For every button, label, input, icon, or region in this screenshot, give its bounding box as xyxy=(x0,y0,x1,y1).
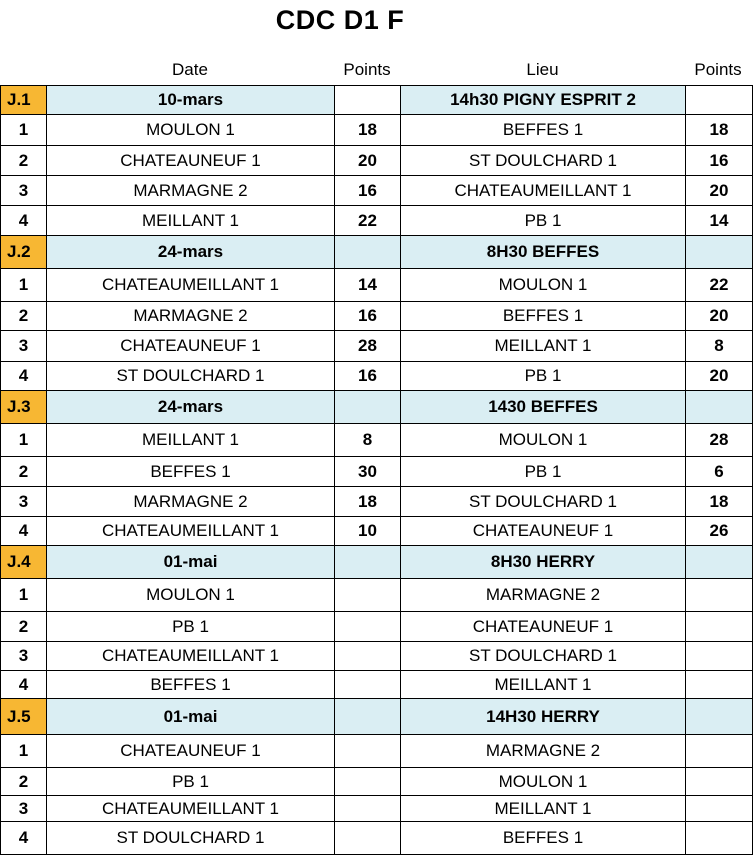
away-points xyxy=(686,671,753,699)
match-row xyxy=(1,206,753,236)
away-points: 26 xyxy=(686,517,753,546)
home-team: MARMAGNE 2 xyxy=(47,302,335,331)
home-points: 16 xyxy=(335,362,401,391)
match-row xyxy=(1,115,753,146)
away-points: 18 xyxy=(686,487,753,517)
home-points xyxy=(335,671,401,699)
match-row xyxy=(1,457,753,487)
match-row xyxy=(1,331,753,362)
round-points-blank xyxy=(335,86,401,115)
away-points: 22 xyxy=(686,269,753,302)
home-points: 16 xyxy=(335,302,401,331)
match-number: 2 xyxy=(1,612,47,642)
home-points xyxy=(335,768,401,796)
home-points: 28 xyxy=(335,331,401,362)
away-team: MOULON 1 xyxy=(401,768,686,796)
home-team: CHATEAUMEILLANT 1 xyxy=(47,269,335,302)
home-team: PB 1 xyxy=(47,768,335,796)
match-row xyxy=(1,517,753,546)
round-header-row xyxy=(1,236,753,269)
match-number: 4 xyxy=(1,517,47,546)
match-row xyxy=(1,176,753,206)
away-team: PB 1 xyxy=(401,457,686,487)
home-points xyxy=(335,822,401,855)
match-row xyxy=(1,579,753,612)
away-team: ST DOULCHARD 1 xyxy=(401,146,686,176)
match-number: 2 xyxy=(1,302,47,331)
match-row xyxy=(1,487,753,517)
match-number: 2 xyxy=(1,768,47,796)
match-row xyxy=(1,796,753,822)
header-date: Date xyxy=(172,60,208,79)
away-team: MOULON 1 xyxy=(401,424,686,457)
home-team: MEILLANT 1 xyxy=(47,206,335,236)
match-number: 4 xyxy=(1,671,47,699)
away-team: MEILLANT 1 xyxy=(401,796,686,822)
home-points xyxy=(335,579,401,612)
away-points xyxy=(686,612,753,642)
away-team: MOULON 1 xyxy=(401,269,686,302)
match-number: 3 xyxy=(1,176,47,206)
away-points xyxy=(686,579,753,612)
round-date: 01-mai xyxy=(47,546,335,579)
round-points-blank xyxy=(335,699,401,735)
round-points-blank xyxy=(686,546,753,579)
header-points-right: Points xyxy=(694,60,742,79)
match-number: 4 xyxy=(1,362,47,391)
away-points xyxy=(686,796,753,822)
home-team: CHATEAUNEUF 1 xyxy=(47,735,335,768)
home-team: MOULON 1 xyxy=(47,579,335,612)
away-team: PB 1 xyxy=(401,206,686,236)
match-row xyxy=(1,612,753,642)
match-number: 3 xyxy=(1,642,47,671)
home-team: CHATEAUNEUF 1 xyxy=(47,146,335,176)
away-points xyxy=(686,768,753,796)
match-row xyxy=(1,671,753,699)
home-team: BEFFES 1 xyxy=(47,671,335,699)
match-number: 1 xyxy=(1,269,47,302)
round-label: J.4 xyxy=(1,546,47,579)
match-row xyxy=(1,146,753,176)
round-venue: 14h30 PIGNY ESPRIT 2 xyxy=(401,86,686,115)
match-number: 1 xyxy=(1,424,47,457)
home-points xyxy=(335,735,401,768)
round-label: J.2 xyxy=(1,236,47,269)
home-team: MEILLANT 1 xyxy=(47,424,335,457)
home-points: 18 xyxy=(335,487,401,517)
home-points xyxy=(335,642,401,671)
home-team: CHATEAUMEILLANT 1 xyxy=(47,517,335,546)
home-points: 16 xyxy=(335,176,401,206)
match-row xyxy=(1,362,753,391)
home-points xyxy=(335,612,401,642)
home-points: 30 xyxy=(335,457,401,487)
round-header-row xyxy=(1,699,753,735)
round-points-blank xyxy=(686,391,753,424)
away-team: CHATEAUNEUF 1 xyxy=(401,612,686,642)
home-team: BEFFES 1 xyxy=(47,457,335,487)
match-number: 3 xyxy=(1,796,47,822)
match-number: 1 xyxy=(1,579,47,612)
home-points: 18 xyxy=(335,115,401,146)
away-points: 6 xyxy=(686,457,753,487)
round-points-blank xyxy=(686,699,753,735)
home-team: CHATEAUMEILLANT 1 xyxy=(47,796,335,822)
away-team: CHATEAUNEUF 1 xyxy=(401,517,686,546)
match-number: 4 xyxy=(1,206,47,236)
round-label: J.5 xyxy=(1,699,47,735)
home-team: PB 1 xyxy=(47,612,335,642)
match-number: 3 xyxy=(1,331,47,362)
away-team: BEFFES 1 xyxy=(401,115,686,146)
match-number: 2 xyxy=(1,457,47,487)
away-team: ST DOULCHARD 1 xyxy=(401,487,686,517)
match-number: 1 xyxy=(1,735,47,768)
home-team: MARMAGNE 2 xyxy=(47,487,335,517)
round-venue: 8H30 HERRY xyxy=(401,546,686,579)
match-number: 4 xyxy=(1,822,47,855)
home-team: ST DOULCHARD 1 xyxy=(47,362,335,391)
away-points: 14 xyxy=(686,206,753,236)
match-row xyxy=(1,424,753,457)
away-points: 16 xyxy=(686,146,753,176)
away-points: 20 xyxy=(686,176,753,206)
round-venue: 1430 BEFFES xyxy=(401,391,686,424)
round-header-row xyxy=(1,391,753,424)
home-points: 22 xyxy=(335,206,401,236)
away-team: BEFFES 1 xyxy=(401,822,686,855)
round-date: 24-mars xyxy=(47,391,335,424)
away-team: CHATEAUMEILLANT 1 xyxy=(401,176,686,206)
round-points-blank xyxy=(335,236,401,269)
home-team: MARMAGNE 2 xyxy=(47,176,335,206)
home-points: 8 xyxy=(335,424,401,457)
header-points-left: Points xyxy=(343,60,391,79)
away-team: MARMAGNE 2 xyxy=(401,735,686,768)
home-team: ST DOULCHARD 1 xyxy=(47,822,335,855)
away-team: BEFFES 1 xyxy=(401,302,686,331)
match-number: 2 xyxy=(1,146,47,176)
home-team: CHATEAUNEUF 1 xyxy=(47,331,335,362)
round-header-row xyxy=(1,546,753,579)
away-team: ST DOULCHARD 1 xyxy=(401,642,686,671)
away-points xyxy=(686,822,753,855)
away-points: 20 xyxy=(686,362,753,391)
round-header-row xyxy=(1,86,753,115)
schedule-table xyxy=(0,85,753,855)
round-venue: 8H30 BEFFES xyxy=(401,236,686,269)
round-venue: 14H30 HERRY xyxy=(401,699,686,735)
home-points: 20 xyxy=(335,146,401,176)
away-points: 20 xyxy=(686,302,753,331)
match-row xyxy=(1,768,753,796)
away-points xyxy=(686,735,753,768)
round-points-blank xyxy=(335,546,401,579)
page-title: CDC D1 F xyxy=(275,5,405,35)
round-date: 01-mai xyxy=(47,699,335,735)
round-date: 10-mars xyxy=(47,86,335,115)
match-row xyxy=(1,302,753,331)
match-row xyxy=(1,642,753,671)
round-date: 24-mars xyxy=(47,236,335,269)
away-team: PB 1 xyxy=(401,362,686,391)
away-points: 28 xyxy=(686,424,753,457)
home-points: 10 xyxy=(335,517,401,546)
round-points-blank xyxy=(335,391,401,424)
round-label: J.1 xyxy=(1,86,47,115)
match-number: 1 xyxy=(1,115,47,146)
match-row xyxy=(1,822,753,855)
round-points-blank xyxy=(686,86,753,115)
header-lieu: Lieu xyxy=(526,60,559,79)
match-number: 3 xyxy=(1,487,47,517)
round-label: J.3 xyxy=(1,391,47,424)
home-team: MOULON 1 xyxy=(47,115,335,146)
away-points: 18 xyxy=(686,115,753,146)
match-row xyxy=(1,269,753,302)
home-points xyxy=(335,796,401,822)
away-team: MEILLANT 1 xyxy=(401,331,686,362)
away-team: MARMAGNE 2 xyxy=(401,579,686,612)
away-points: 8 xyxy=(686,331,753,362)
home-points: 14 xyxy=(335,269,401,302)
away-team: MEILLANT 1 xyxy=(401,671,686,699)
home-team: CHATEAUMEILLANT 1 xyxy=(47,642,335,671)
match-row xyxy=(1,735,753,768)
away-points xyxy=(686,642,753,671)
round-points-blank xyxy=(686,236,753,269)
